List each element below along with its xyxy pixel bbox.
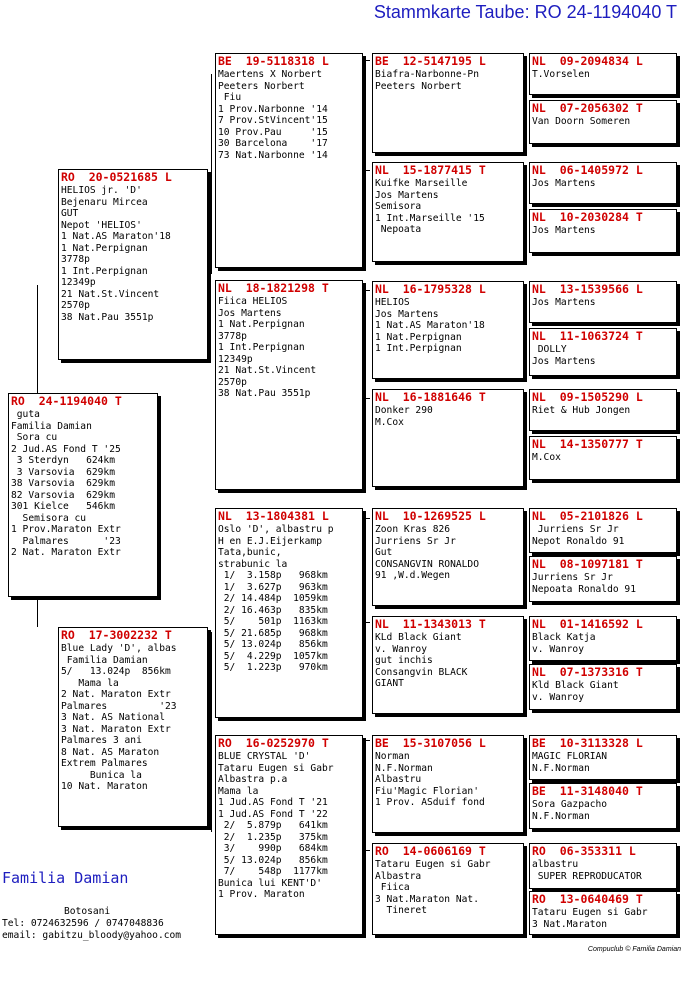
card-line: Nepoata Ronaldo 91 [532, 583, 636, 595]
ring-number: NL 13-1539566 L [532, 282, 643, 296]
pedigree-card-gen4 [529, 53, 677, 95]
pedigree-card-gen4 [529, 616, 677, 661]
card-line: Jos Martens [532, 297, 596, 308]
card-line: Albastra [375, 870, 422, 882]
card-line: guta [11, 409, 40, 420]
pedigree-card-gen4 [529, 556, 677, 602]
card-line: Kuifke Marseille [375, 178, 468, 189]
card-line: 10 Prov.Pau '15 [218, 126, 328, 138]
card-line: Van Doorn Someren [532, 116, 631, 127]
card-line: 3 Sterdyn 624km [11, 455, 115, 466]
card-line: 5/ 13.024p 856km [61, 666, 171, 677]
card-line: 5/ 501p 1163km [218, 616, 328, 627]
card-line: 1 Nat.Perpignan [218, 319, 305, 330]
pedigree-card-gen4 [529, 783, 677, 829]
card-line: 2 Nat. Maraton Extr [61, 689, 171, 700]
card-line: 7 Prov.StVincent'15 [218, 115, 328, 126]
card-line: N.F.Norman [532, 810, 590, 822]
pedigree-card-gen3 [372, 389, 524, 487]
card-line: 2 Jud.AS Fond T '25 [11, 443, 121, 455]
ring-number: NL 14-1350777 T [532, 437, 643, 451]
card-line: 2/ 5.879p 641km [218, 820, 328, 831]
ring-number: NL 11-1343013 T [375, 617, 486, 631]
card-line: 82 Varsovia 629km [11, 489, 115, 501]
card-line: HELIOS jr. 'D' [61, 185, 142, 196]
ring-number: NL 10-1269525 L [375, 509, 486, 523]
breeder-phone: Tel: 0724632596 / 0747048836 [2, 918, 164, 929]
card-line: Nepoata [375, 224, 422, 235]
card-line: 1 Int.Perpignan [375, 343, 462, 354]
card-line: 1 Nat.Perpignan [61, 242, 148, 254]
pedigree-card-gen3 [372, 508, 524, 606]
card-line: Bunica la [61, 769, 142, 781]
ring-number: NL 18-1821298 T [218, 281, 329, 295]
card-line: N.F.Norman [532, 762, 590, 774]
card-line: Fiica [375, 882, 410, 893]
pedigree-card-gen4 [529, 389, 677, 431]
card-line: 2570p [218, 376, 247, 388]
ring-number: NL 13-1804381 L [218, 509, 329, 523]
card-line: 3 Nat. Maraton Extr [61, 723, 171, 735]
pedigree-card-grandsire-paternal [215, 53, 363, 268]
card-line: Jos Martens [532, 355, 596, 367]
card-line: Mama la [61, 677, 119, 689]
connector-line [364, 518, 370, 519]
card-line: Nepot 'HELIOS' [61, 219, 142, 231]
ring-number: NL 15-1877415 T [375, 163, 486, 177]
connector-line [37, 597, 38, 627]
pedigree-card-gen3 [372, 616, 524, 714]
pedigree-card-gen4 [529, 891, 677, 935]
card-line: Fiu [218, 92, 242, 103]
connector-line [364, 850, 370, 851]
card-line: H en E.J.Eijerkamp [218, 535, 322, 547]
card-line: Jos Martens [375, 308, 439, 320]
ring-number: NL 07-1373316 T [532, 665, 643, 679]
card-line: 1 Int.Perpignan [218, 342, 305, 353]
card-line: 1 Prov.Maraton Extr [11, 524, 121, 535]
pedigree-card-mother [58, 627, 208, 827]
card-line: Zoon Kras 826 [375, 524, 451, 535]
card-line: 1 Prov. Maraton [218, 889, 305, 900]
card-line: 3 Nat. AS National [61, 712, 165, 723]
connector-line [37, 285, 38, 395]
connector-line [364, 60, 370, 61]
card-line: gut inchis [375, 655, 433, 666]
card-line: DOLLY [532, 344, 567, 355]
card-line: Jurriens Sr Jr [532, 572, 613, 583]
card-line: MAGIC FLORIAN [532, 751, 608, 762]
card-line: 1 Prov. ASduif fond [375, 797, 485, 808]
card-line: Jos Martens [218, 307, 282, 319]
card-line: M.Cox [532, 452, 561, 463]
card-line: 10 Nat. Maraton [61, 781, 148, 792]
card-line: 1 Nat.Perpignan [375, 331, 462, 343]
ring-number: BE 15-3107056 L [375, 736, 486, 750]
pedigree-card-granddam-maternal [215, 735, 363, 935]
breeder-name: Familia Damian [2, 869, 129, 887]
card-line: albastru [532, 859, 579, 870]
card-line: 2/ 1.235p 375km [218, 831, 328, 843]
ring-number: RO 06-353311 L [532, 844, 636, 858]
card-line: 3/ 990p 684km [218, 843, 328, 854]
pedigree-card-gen4 [529, 209, 677, 253]
ring-number: BE 11-3148040 T [532, 784, 643, 798]
card-line: 38 Nat.Pau 3551p [61, 311, 154, 323]
card-line: Maertens X Norbert [218, 69, 322, 80]
pedigree-card-gen3 [372, 53, 524, 153]
pedigree-card-gen3 [372, 843, 524, 935]
ring-number: RO 16-0252970 T [218, 736, 329, 750]
pedigree-card-gen4 [529, 328, 677, 376]
pedigree-card-gen4 [529, 508, 677, 553]
ring-number: RO 24-1194040 T [11, 394, 122, 408]
ring-number: NL 10-2030284 T [532, 210, 643, 224]
connector-line [364, 622, 370, 623]
card-line: 12349p [61, 277, 96, 288]
card-line: 3778p [61, 254, 90, 265]
card-line: Oslo 'D', albastru p [218, 524, 334, 535]
ring-number: NL 05-2101826 L [532, 509, 643, 523]
card-line: Jos Martens [375, 189, 439, 201]
card-line: Consangvin BLACK [375, 666, 468, 678]
card-line: 301 Kielce 546km [11, 501, 115, 512]
card-line: GUT [61, 208, 79, 219]
card-line: Peeters Norbert [375, 80, 462, 92]
card-line: 8 Nat. AS Maraton [61, 746, 160, 758]
pedigree-card-subject [8, 393, 158, 597]
card-line: 5/ 4.229p 1057km [218, 650, 328, 662]
ring-number: RO 14-0606169 T [375, 844, 486, 858]
card-line: Tataru Eugen si Gabr [218, 762, 334, 774]
connector-line [211, 74, 212, 274]
ring-number: NL 11-1063724 T [532, 329, 643, 343]
card-line: Semisora [375, 201, 422, 212]
card-line: 1 Jud.AS Fond T '21 [218, 797, 328, 808]
card-line: Tineret [375, 905, 427, 916]
card-line: Albastra p.a [218, 774, 288, 785]
ring-number: RO 20-0521685 L [61, 170, 172, 184]
card-line: Gut [375, 547, 393, 558]
card-line: 7/ 548p 1177km [218, 866, 328, 877]
card-line: Blue Lady 'D', albas [61, 643, 177, 654]
card-line: SUPER REPRODUCATOR [532, 870, 642, 882]
card-line: Nepot Ronaldo 91 [532, 535, 625, 547]
card-line: v. Wanroy [532, 643, 584, 655]
card-line: strabunic la [218, 558, 288, 570]
connector-line [364, 398, 370, 399]
pedigree-card-gen4 [529, 664, 677, 710]
card-line: 1 Nat.AS Maraton'18 [61, 231, 171, 242]
card-line: 21 Nat.St.Vincent [218, 365, 317, 376]
card-line: Sora Gazpacho [532, 799, 608, 810]
ring-number: NL 07-2056302 T [532, 101, 643, 115]
card-line: 1 Int.Perpignan [61, 265, 148, 277]
card-line: 21 Nat.St.Vincent [61, 288, 160, 300]
pedigree-card-grandsire-maternal [215, 508, 363, 718]
pedigree-card-gen4 [529, 162, 677, 204]
card-line: Black Katja [532, 632, 596, 643]
card-line: 30 Barcelona '17 [218, 138, 328, 149]
connector-line [364, 290, 370, 291]
card-line: Tataru Eugen si Gabr [532, 907, 648, 918]
ring-number: BE 10-3113328 L [532, 736, 643, 750]
card-line: Bejenaru Mircea [61, 196, 148, 208]
card-line: Kld Black Giant [532, 680, 619, 691]
card-line: 3778p [218, 330, 247, 342]
card-line: Fiica HELIOS [218, 296, 288, 307]
ring-number: NL 09-2094834 L [532, 54, 643, 68]
card-line: Peeters Norbert [218, 80, 305, 92]
card-line: HELIOS [375, 297, 410, 308]
card-line: 2 Nat. Maraton Extr [11, 547, 121, 558]
pedigree-card-gen3 [372, 735, 524, 833]
card-line: BLUE CRYSTAL 'D' [218, 751, 311, 762]
card-line: Familia Damian [11, 420, 92, 432]
card-line: 3 Nat.Maraton Nat. [375, 893, 479, 905]
card-line: 1 Prov.Narbonne '14 [218, 103, 328, 115]
breeder-city: Botosani [64, 906, 111, 917]
connector-line [211, 632, 212, 832]
card-line: 12349p [218, 353, 253, 365]
card-line: Semisora cu [11, 512, 87, 524]
card-line: 2570p [61, 300, 90, 311]
card-line: 5/ 21.685p 968km [218, 627, 328, 639]
card-line: 2/ 16.463p 835km [218, 604, 328, 616]
card-line: Extrem Palmares [61, 758, 148, 769]
pedigree-card-gen4 [529, 281, 677, 323]
ring-number: NL 09-1505290 L [532, 390, 643, 404]
card-line: 1 Jud.AS Fond T '22 [218, 808, 328, 820]
card-line: Jos Martens [532, 178, 596, 189]
card-line: Norman [375, 751, 410, 762]
ring-number: BE 12-5147195 L [375, 54, 486, 68]
card-line: Palmares '23 [11, 535, 121, 547]
card-line: N.F.Norman [375, 762, 433, 774]
card-line: 38 Nat.Pau 3551p [218, 388, 311, 399]
card-line: Familia Damian [61, 654, 148, 666]
ring-number: NL 08-1097181 T [532, 557, 643, 571]
card-line: Jurriens Sr Jr [375, 535, 456, 547]
card-line: T.Vorselen [532, 69, 590, 80]
card-line: 1/ 3.158p 968km [218, 570, 328, 581]
card-line: Albastru [375, 774, 422, 785]
card-line: Bunica lui KENT'D' [218, 877, 322, 889]
card-line: 2/ 14.484p 1059km [218, 593, 328, 604]
card-line: Palmares '23 [61, 700, 177, 712]
card-line: Jurriens Sr Jr [532, 524, 619, 535]
ring-number: NL 16-1795328 L [375, 282, 486, 296]
pedigree-card-gen4 [529, 735, 677, 780]
page-title: Stammkarte Taube: RO 24-1194040 T [373, 2, 677, 22]
ring-number: BE 19-5118318 L [218, 54, 329, 68]
card-line: Riet & Hub Jongen [532, 405, 631, 416]
ring-number: RO 13-0640469 T [532, 892, 643, 906]
pedigree-card-granddam-paternal [215, 280, 363, 490]
card-line: 3 Nat.Maraton [532, 918, 608, 930]
card-line: 5/ 13.024p 856km [218, 639, 328, 650]
card-line: KLd Black Giant [375, 632, 462, 643]
ring-number: NL 06-1405972 L [532, 163, 643, 177]
card-line: 1 Nat.AS Maraton'18 [375, 320, 485, 331]
connector-line [364, 170, 370, 171]
card-line: 38 Varsovia 629km [11, 478, 115, 489]
pedigree-card-gen3 [372, 281, 524, 379]
card-line: 73 Nat.Narbonne '14 [218, 149, 328, 161]
breeder-email: email: gabitzu_bloody@yahoo.com [2, 930, 182, 941]
card-line: 3 Varsovia 629km [11, 466, 115, 478]
pedigree-card-gen4 [529, 100, 677, 144]
card-line: CONSANGVIN RONALDO [375, 558, 479, 570]
card-line: Sora cu [11, 432, 58, 443]
card-line: 91 ,W.d.Wegen [375, 570, 451, 581]
card-line: Tata,bunic, [218, 547, 282, 558]
card-line: M.Cox [375, 416, 404, 428]
pedigree-card-gen4 [529, 436, 677, 480]
card-line: Fiu'Magic Florian' [375, 785, 479, 797]
card-line: Jos Martens [532, 225, 596, 236]
ring-number: RO 17-3002232 T [61, 628, 172, 642]
card-line: GIANT [375, 678, 404, 689]
card-line: v. Wanroy [375, 643, 427, 655]
pedigree-card-father [58, 169, 208, 360]
card-line: Biafra-Narbonne-Pn [375, 69, 479, 80]
card-line: Tataru Eugen si Gabr [375, 859, 491, 870]
card-line: Mama la [218, 785, 259, 797]
software-credit: Compuclub © Familia Damian [587, 946, 681, 953]
ring-number: NL 16-1881646 T [375, 390, 486, 404]
card-line: 1 Int.Marseille '15 [375, 212, 485, 224]
card-line: v. Wanroy [532, 691, 584, 703]
card-line: 1/ 3.627p 963km [218, 581, 328, 593]
card-line: 5/ 1.223p 970km [218, 662, 328, 673]
pedigree-card-gen4 [529, 843, 677, 889]
card-line: Donker 290 [375, 405, 433, 416]
card-line: 5/ 13.024p 856km [218, 854, 328, 866]
connector-line [364, 740, 370, 741]
pedigree-card-gen3 [372, 162, 524, 262]
ring-number: NL 01-1416592 L [532, 617, 643, 631]
card-line: Palmares 3 ani [61, 735, 142, 746]
